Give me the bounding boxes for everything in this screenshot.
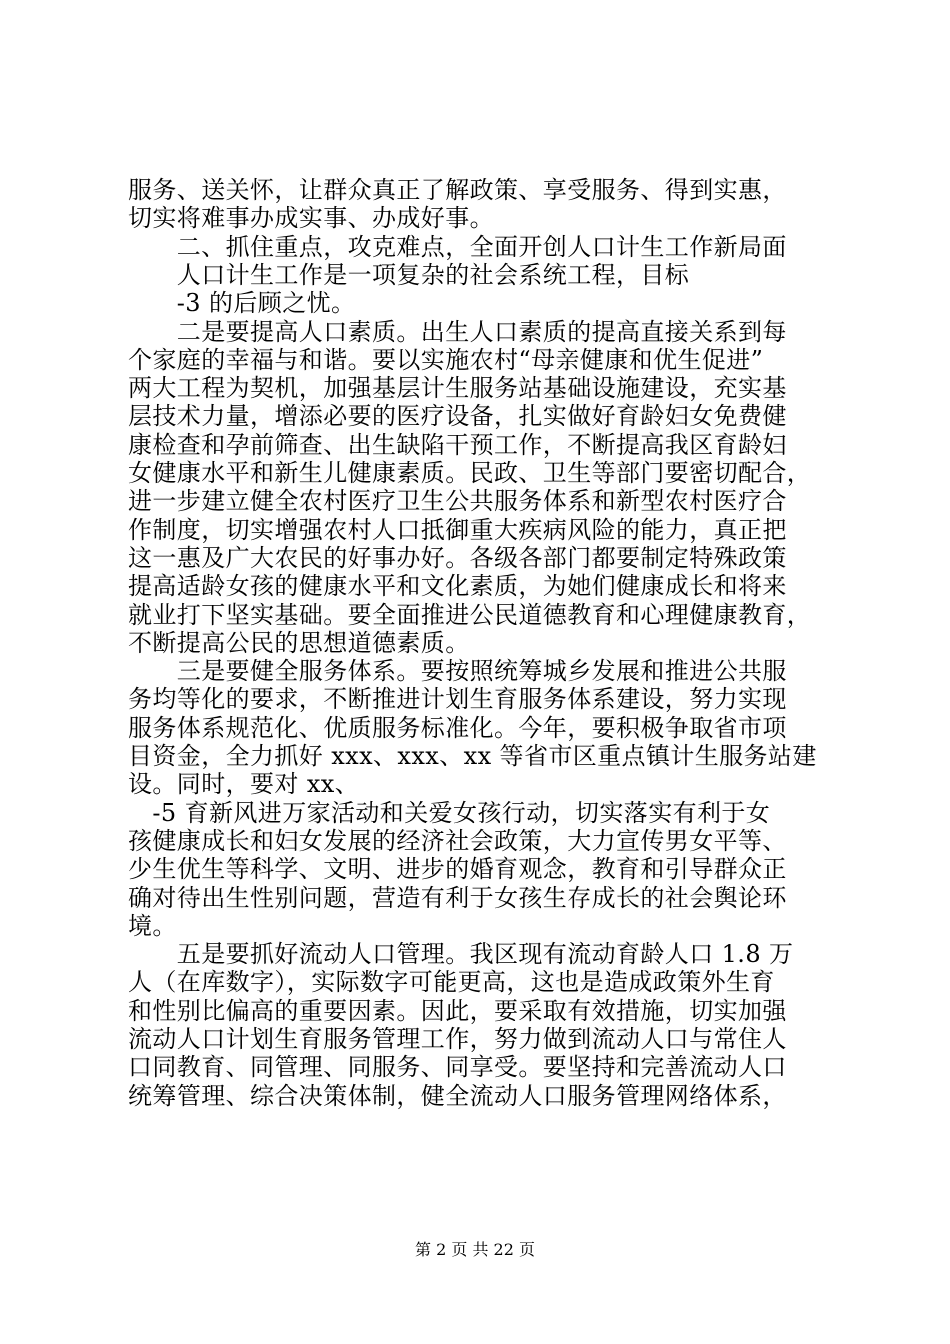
text-line: 流动人口计划生育服务管理工作，努力做到流动人口与常住人 (128, 1025, 787, 1053)
text-line: 二是要提高人口素质。出生人口素质的提高直接关系到每 (128, 317, 787, 346)
text-line: 这一惠及广大农民的好事办好。各级各部门都要制定特殊政策 (128, 543, 787, 572)
text-line: 三是要健全服务体系。要按照统筹城乡发展和推进公共服 (128, 657, 787, 686)
text-line: 就业打下坚实基础。要全面推进公民道德教育和心理健康教育， (128, 600, 812, 629)
text-line: 统筹管理、综合决策体制，健全流动人口服务管理网络体系， (128, 1081, 787, 1110)
text-line: 设。同时，要对 xx、 (128, 770, 360, 799)
text-line: 五是要抓好流动人口管理。我区现有流动育龄人口 1.8 万 (128, 940, 794, 969)
text-line: 务均等化的要求，不断推进计划生育服务体系建设，努力实现 (128, 685, 787, 714)
text-line: 和性别比偏高的重要因素。因此，要采取有效措施，切实加强 (128, 996, 787, 1025)
text-line: 服务体系规范化、优质服务标准化。今年，要积极争取省市项 (128, 713, 787, 742)
text-line: 女健康水平和新生儿健康素质。民政、卫生等部门要密切配合， (128, 459, 812, 487)
text-line: 服务、送关怀，让群众真正了解政策、享受服务、得到实惠， (128, 176, 787, 204)
text-line: -5 育新风进万家活动和关爱女孩行动，切实落实有利于女 (128, 798, 771, 827)
text-line: 个家庭的幸福与和谐。要以实施农村“母亲健康和优生促进” (128, 345, 764, 374)
text-line: 康检查和孕前筛查、出生缺陷干预工作，不断提高我区育龄妇 (128, 430, 787, 459)
text-line: 少生优生等科学、文明、进步的婚育观念，教育和引导群众正 (128, 855, 787, 884)
text-line: 境。 (128, 911, 177, 940)
text-line: 人口计生工作是一项复杂的社会系统工程，目标 (128, 260, 690, 289)
text-line: 层技术力量，增添必要的医疗设备，扎实做好育龄妇女免费健 (128, 402, 787, 431)
text-line: 目资金，全力抓好 xxx、xxx、xx 等省市区重点镇计生服务站建 (128, 742, 817, 770)
text-line: 作制度，切实增强农村人口抵御重大疾病风险的能力，真正把 (128, 515, 787, 544)
text-line: 口同教育、同管理、同服务、同享受。要坚持和完善流动人口 (128, 1053, 787, 1082)
text-line: 二、抓住重点，攻克难点，全面开创人口计生工作新局面 (128, 232, 787, 261)
text-line: 提高适龄女孩的健康水平和文化素质，为她们健康成长和将来 (128, 572, 787, 601)
text-line: 切实将难事办成实事、办成好事。 (128, 204, 494, 233)
text-line: 确对待出生性别问题，营造有利于女孩生存成长的社会舆论环 (128, 883, 787, 912)
text-line: 不断提高公民的思想道德素质。 (128, 628, 470, 657)
text-line: 人（在库数字），实际数字可能更高，这也是造成政策外生育 (128, 968, 775, 997)
text-line: -3 的后顾之忧。 (128, 289, 356, 318)
text-line: 两大工程为契机，加强基层计生服务站基础设施建设，充实基 (128, 374, 787, 403)
text-line: 进一步建立健全农村医疗卫生公共服务体系和新型农村医疗合 (128, 487, 787, 516)
text-line: 孩健康成长和妇女发展的经济社会政策，大力宣传男女平等、 (128, 826, 787, 855)
page-footer: 第 2 页 共 22 页 (415, 1240, 535, 1259)
